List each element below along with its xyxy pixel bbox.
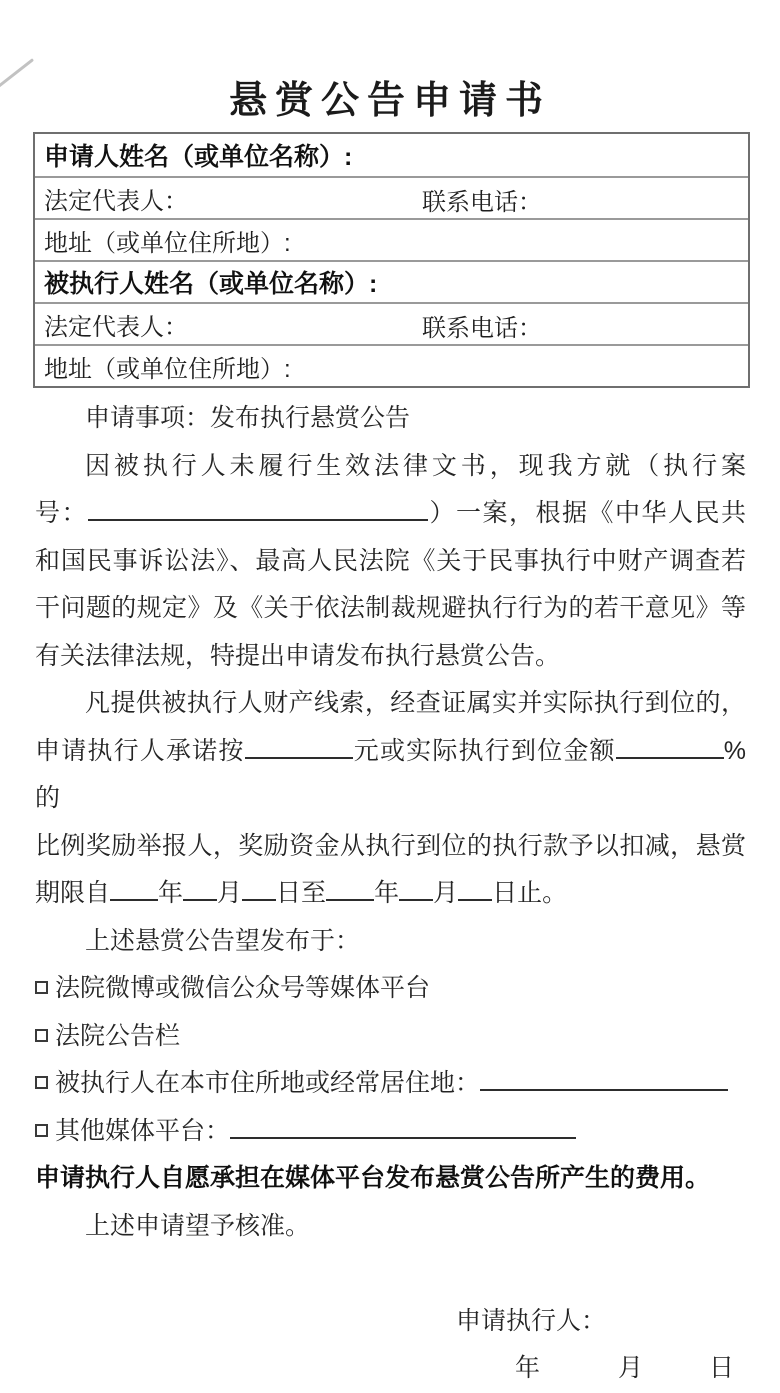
signer-line [35, 1298, 746, 1346]
year-label: 年 [374, 879, 400, 907]
year-label: 年 [158, 879, 184, 907]
reason-line-5: 有关法律法规，特提出申请发布执行悬赏公告。 [35, 641, 561, 670]
month-label: 月 [217, 879, 243, 907]
month-label: 月 [433, 879, 459, 907]
media-option-residence [35, 1060, 746, 1108]
case-number-suffix: ）一案，根据《中华人民共 [428, 499, 746, 527]
checkbox-icon [35, 1029, 48, 1042]
media-option-label: 被执行人在本市住所地或经常居住地： [55, 1069, 481, 1097]
reward-percent-blank [616, 735, 724, 758]
legal-rep-label: 法定代表人： [44, 187, 188, 215]
table-row-respondent-rep [35, 302, 748, 344]
party-info-table [33, 132, 750, 388]
other-media-blank [230, 1115, 576, 1138]
end-year-blank [326, 878, 374, 901]
address-label: 地址（或单位住所地）: [44, 229, 291, 257]
media-option-other [35, 1108, 746, 1156]
application-item-line: 申请事项：发布执行悬赏公告 [85, 404, 411, 432]
table-row-applicant-name [35, 134, 748, 176]
document-body [0, 395, 780, 1393]
date-line [35, 1345, 746, 1393]
page-title: 悬赏公告申请书 [228, 80, 551, 122]
media-option-court-board [35, 1013, 746, 1061]
reason-line-1: 因被执行人未履行生效法律文书，现我方就（执行案 [85, 451, 746, 480]
end-day-blank [458, 878, 492, 901]
reward-amount-text-a: 申请执行人承诺按 [35, 736, 245, 765]
checkbox-icon [35, 1124, 48, 1137]
reward-line-3: 比例奖励举报人，奖励资金从执行到位的执行款予以扣减，悬赏 [35, 831, 746, 860]
day-to-label: 日至 [276, 879, 327, 907]
checkbox-icon [35, 1076, 48, 1089]
start-year-blank [110, 878, 158, 901]
case-number-blank [88, 498, 428, 521]
residence-blank [480, 1068, 728, 1091]
date-year-label: 年 [514, 1354, 540, 1382]
end-month-blank [399, 878, 433, 901]
address-label: 地址（或单位住所地）: [44, 355, 291, 383]
legal-rep-label: 法定代表人： [44, 313, 188, 341]
table-row-applicant-address [35, 218, 748, 260]
reason-line-4: 干问题的规定》及《关于依法制裁规避执行行为的若干意见》等 [35, 594, 746, 622]
spacer-line [35, 1250, 746, 1298]
media-option-label: 法院微博或微信公众号等媒体平台 [55, 974, 431, 1002]
approval-request-line: 上述申请望予核准。 [85, 1211, 311, 1240]
respondent-name-label: 被执行人姓名（或单位名称）: [44, 270, 378, 298]
reward-amount-line [35, 728, 746, 823]
signer-label: 申请执行人： [455, 1306, 606, 1335]
checkbox-icon [35, 981, 48, 994]
reward-amount-blank [245, 735, 353, 758]
case-number-prefix: 号： [35, 499, 88, 527]
period-end-label: 日止。 [492, 879, 568, 907]
media-option-label: 其他媒体平台： [55, 1116, 231, 1145]
date-day-label: 日 [708, 1354, 734, 1382]
table-row-applicant-rep [35, 176, 748, 218]
reward-period-line [35, 870, 746, 918]
applicant-name-label: 申请人姓名（或单位名称）: [44, 143, 353, 171]
table-row-respondent-address [35, 344, 748, 386]
publish-intro-line: 上述悬赏公告望发布于： [85, 926, 361, 955]
phone-label: 联系电话： [422, 314, 542, 342]
reward-line-1: 凡提供被执行人财产线索，经查证属实并实际执行到位的， [85, 689, 746, 717]
case-number-line [35, 490, 746, 538]
table-row-respondent-name [35, 260, 748, 302]
start-month-blank [183, 878, 217, 901]
period-prefix: 期限自 [35, 879, 111, 907]
media-option-court-social [35, 965, 746, 1013]
reward-amount-text-c: %的 [35, 736, 746, 812]
media-option-label: 法院公告栏 [55, 1021, 181, 1050]
date-month-label: 月 [617, 1354, 643, 1382]
reason-line-3: 和国民事诉讼法》、最高人民法院《关于民事执行中财产调查若 [35, 546, 746, 575]
fee-statement-line: 申请执行人自愿承担在媒体平台发布悬赏公告所产生的费用。 [35, 1164, 711, 1192]
phone-label: 联系电话： [422, 188, 542, 216]
start-day-blank [242, 878, 276, 901]
reward-amount-text-b: 元或实际执行到位金额 [352, 736, 616, 765]
